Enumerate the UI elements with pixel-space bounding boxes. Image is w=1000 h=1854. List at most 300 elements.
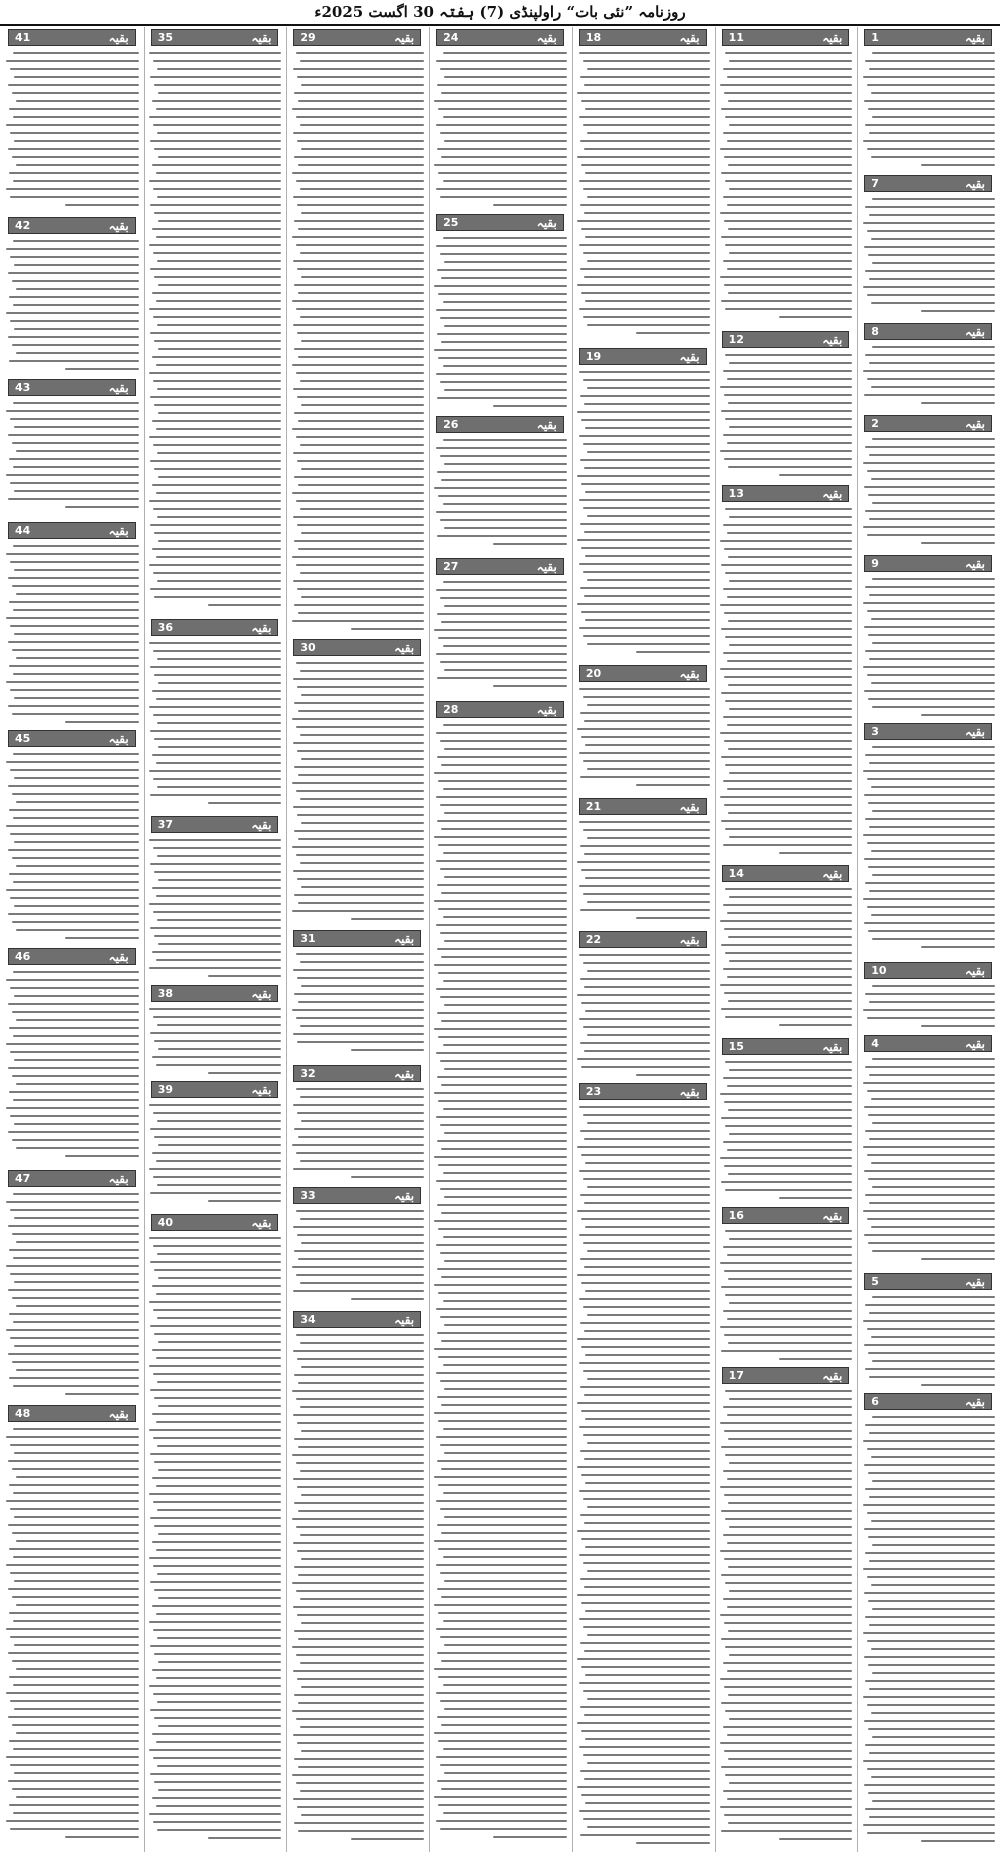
- text-line: [157, 1317, 281, 1319]
- text-line: [150, 1773, 281, 1775]
- text-line: [297, 1678, 424, 1680]
- text-line: [8, 641, 139, 643]
- text-line: [10, 1828, 138, 1830]
- text-line: [723, 68, 853, 70]
- text-line: [436, 1820, 567, 1822]
- text-line: [868, 254, 995, 256]
- text-line: [727, 1542, 853, 1544]
- text-line: [158, 1789, 281, 1791]
- text-line: [12, 1297, 139, 1299]
- text-line: [292, 236, 424, 238]
- text-line: [14, 1516, 138, 1518]
- text-line: [725, 1774, 852, 1776]
- badge-label: بقیہ: [251, 1082, 272, 1097]
- text-line: [9, 1313, 139, 1315]
- text-line: [436, 1692, 567, 1694]
- text-line: [584, 1050, 710, 1052]
- text-line: [443, 116, 567, 118]
- text-line: [292, 172, 424, 174]
- text-line: [872, 1360, 995, 1362]
- text-line: [300, 124, 424, 126]
- text-line: [152, 1349, 282, 1351]
- text-line: [300, 1218, 424, 1220]
- text-line: [14, 1644, 138, 1646]
- text-line: [158, 1661, 281, 1663]
- text-line: [152, 1152, 282, 1154]
- text-line: [725, 764, 852, 766]
- text-line: [436, 309, 567, 311]
- text-line: [12, 1075, 139, 1077]
- text-line: [297, 1614, 424, 1616]
- text-line: [728, 1000, 852, 1002]
- text-line: [300, 1662, 424, 1664]
- text-line: [434, 487, 566, 489]
- text-line: [12, 1532, 139, 1534]
- text-line: [149, 1104, 281, 1106]
- text-line: [156, 698, 282, 700]
- text-line: [581, 1282, 709, 1284]
- text-line: [721, 1702, 852, 1704]
- text-line: [156, 1549, 282, 1551]
- text-line: [149, 372, 281, 374]
- text-line: [583, 696, 710, 698]
- badge-label: بقیہ: [536, 417, 557, 432]
- text-line: [440, 804, 567, 806]
- text-line: [149, 436, 281, 438]
- text-line: [443, 1428, 567, 1430]
- text-line: [293, 1104, 424, 1106]
- text-line: [779, 1024, 853, 1026]
- text-line: [444, 1068, 567, 1070]
- text-line: [158, 412, 281, 414]
- text-line: [14, 140, 138, 142]
- text-line: [438, 1036, 566, 1038]
- text-line: [9, 1676, 139, 1678]
- badge-label: بقیہ: [251, 1215, 272, 1230]
- text-line: [871, 156, 995, 158]
- text-line: [443, 1236, 567, 1238]
- badge-label: بقیہ: [536, 559, 557, 574]
- text-line: [583, 1434, 710, 1436]
- text-line: [9, 809, 139, 811]
- text-line: [444, 1324, 567, 1326]
- text-line: [297, 878, 424, 880]
- text-line: [298, 1258, 424, 1260]
- text-line: [434, 1540, 566, 1542]
- text-line: [293, 1478, 424, 1480]
- text-line: [157, 1381, 281, 1383]
- text-line: [580, 523, 710, 525]
- text-line: [16, 1083, 139, 1085]
- text-line: [444, 1452, 567, 1454]
- text-column: [2, 27, 142, 1852]
- text-line: [153, 124, 281, 126]
- text-line: [580, 1258, 710, 1260]
- text-line: [720, 1326, 852, 1328]
- text-line: [440, 381, 567, 383]
- text-line: [6, 1756, 138, 1758]
- text-line: [150, 1581, 281, 1583]
- text-line: [580, 1322, 710, 1324]
- text-line: [16, 1732, 139, 1734]
- text-line: [434, 1156, 566, 1158]
- text-line: [10, 561, 138, 563]
- text-line: [10, 1572, 138, 1574]
- text-line: [580, 845, 710, 847]
- text-line: [16, 865, 139, 867]
- text-line: [864, 100, 995, 102]
- text-line: [872, 642, 995, 644]
- text-line: [298, 100, 424, 102]
- text-line: [6, 1436, 138, 1438]
- text-line: [728, 1438, 852, 1440]
- text-line: [293, 580, 424, 582]
- text-line: [438, 844, 566, 846]
- text-line: [8, 272, 139, 274]
- text-line: [587, 1826, 710, 1828]
- text-line: [581, 419, 709, 421]
- text-line: [725, 508, 852, 510]
- text-line: [581, 1154, 709, 1156]
- text-line: [157, 1184, 281, 1186]
- text-line: [153, 1176, 281, 1178]
- text-line: [579, 1554, 710, 1556]
- text-line: [150, 1453, 281, 1455]
- text-line: [864, 1720, 995, 1722]
- text-line: [577, 728, 709, 730]
- continuation-badge: [722, 331, 850, 348]
- text-line: [153, 1373, 281, 1375]
- text-line: [16, 288, 139, 290]
- article-text: [148, 1234, 282, 1848]
- text-line: [6, 60, 138, 62]
- article-text: [290, 1085, 424, 1183]
- text-line: [724, 92, 852, 94]
- text-line: [9, 1027, 139, 1029]
- text-line: [725, 52, 852, 54]
- text-line: [297, 268, 424, 270]
- text-line: [10, 1508, 138, 1510]
- text-line: [441, 1212, 567, 1214]
- text-line: [723, 434, 853, 436]
- text-line: [581, 1066, 709, 1068]
- text-line: [729, 896, 852, 898]
- text-line: [298, 484, 424, 486]
- text-line: [444, 812, 567, 814]
- text-line: [583, 1498, 710, 1500]
- text-line: [729, 644, 852, 646]
- text-line: [440, 1316, 567, 1318]
- text-line: [292, 300, 424, 302]
- text-line: [296, 1462, 424, 1464]
- text-line: [298, 612, 424, 614]
- text-line: [157, 722, 281, 724]
- text-line: [438, 1100, 566, 1102]
- badge-number: 17: [728, 1369, 744, 1382]
- text-line: [158, 92, 281, 94]
- badge-number: 14: [728, 867, 744, 880]
- badge-label: بقیہ: [251, 817, 272, 832]
- text-line: [150, 863, 281, 865]
- text-line: [868, 866, 995, 868]
- text-line: [577, 994, 709, 996]
- text-line: [157, 260, 281, 262]
- text-line: [297, 396, 424, 398]
- text-line: [154, 1461, 281, 1463]
- text-line: [580, 776, 710, 778]
- text-line: [443, 365, 567, 367]
- article-text: [5, 399, 139, 518]
- text-line: [871, 1712, 995, 1714]
- text-line: [867, 778, 995, 780]
- text-line: [579, 1362, 710, 1364]
- article-text: [148, 836, 282, 981]
- text-line: [727, 1254, 853, 1256]
- text-line: [871, 386, 995, 388]
- text-line: [724, 676, 852, 678]
- text-line: [301, 532, 424, 534]
- text-line: [584, 84, 710, 86]
- article-text: [719, 505, 853, 861]
- text-line: [12, 1361, 139, 1363]
- text-line: [153, 572, 281, 574]
- text-line: [157, 68, 281, 70]
- badge-number: 22: [585, 933, 602, 946]
- text-line: [863, 1824, 995, 1826]
- badge-number: 1: [871, 31, 879, 44]
- text-line: [579, 52, 710, 54]
- text-line: [871, 1648, 995, 1650]
- text-line: [872, 52, 995, 54]
- text-line: [9, 1804, 139, 1806]
- text-line: [294, 284, 424, 286]
- text-line: [441, 1532, 567, 1534]
- badge-number: 31: [300, 932, 316, 945]
- continuation-badge: [864, 555, 992, 572]
- text-line: [584, 1586, 710, 1588]
- text-line: [863, 222, 995, 224]
- continuation-badge: [293, 639, 421, 656]
- text-line: [153, 847, 281, 849]
- text-line: [153, 1821, 281, 1823]
- text-line: [584, 1650, 710, 1652]
- article-text: [433, 721, 567, 1848]
- badge-label: بقیہ: [964, 963, 985, 978]
- text-line: [437, 1460, 567, 1462]
- text-line: [865, 650, 995, 652]
- text-line: [437, 884, 567, 886]
- text-line: [12, 857, 139, 859]
- text-line: [585, 236, 709, 238]
- text-line: [583, 1690, 710, 1692]
- text-line: [636, 1074, 710, 1076]
- text-line: [293, 68, 424, 70]
- text-line: [149, 308, 281, 310]
- text-line: [580, 140, 710, 142]
- text-line: [728, 812, 852, 814]
- text-line: [727, 532, 853, 534]
- text-line: [721, 564, 852, 566]
- text-line: [150, 1261, 281, 1263]
- text-line: [493, 405, 567, 407]
- text-line: [580, 204, 710, 206]
- text-line: [154, 596, 281, 598]
- text-line: [292, 1390, 424, 1392]
- text-line: [297, 460, 424, 462]
- text-line: [440, 1380, 567, 1382]
- text-line: [871, 682, 995, 684]
- text-line: [864, 794, 995, 796]
- text-line: [583, 188, 710, 190]
- text-line: [154, 532, 281, 534]
- text-line: [444, 140, 567, 142]
- text-line: [579, 1490, 710, 1492]
- text-line: [865, 586, 995, 588]
- text-line: [729, 1238, 852, 1240]
- article-text: [290, 1207, 424, 1307]
- text-line: [863, 1009, 995, 1011]
- text-line: [16, 929, 139, 931]
- text-line: [14, 1580, 138, 1582]
- text-line: [869, 1138, 995, 1140]
- text-line: [867, 378, 995, 380]
- text-line: [292, 1266, 424, 1268]
- badge-number: 5: [871, 1275, 879, 1288]
- text-line: [441, 1276, 567, 1278]
- text-line: [292, 846, 424, 848]
- text-line: [581, 1602, 709, 1604]
- text-line: [443, 1556, 567, 1558]
- badge-label: بقیہ: [251, 620, 272, 635]
- text-line: [443, 852, 567, 854]
- text-line: [298, 1136, 424, 1138]
- text-line: [296, 790, 424, 792]
- text-line: [871, 914, 995, 916]
- text-line: [865, 993, 995, 995]
- text-line: [444, 325, 567, 327]
- text-line: [158, 943, 281, 945]
- text-line: [292, 364, 424, 366]
- text-line: [150, 1192, 281, 1194]
- text-line: [440, 868, 567, 870]
- text-line: [156, 1805, 282, 1807]
- text-line: [583, 1626, 710, 1628]
- text-line: [869, 454, 995, 456]
- badge-number: 36: [157, 621, 173, 634]
- text-line: [14, 1217, 138, 1219]
- text-line: [153, 380, 281, 382]
- text-line: [150, 204, 281, 206]
- text-line: [864, 394, 995, 396]
- text-line: [721, 1181, 852, 1183]
- text-line: [729, 1398, 852, 1400]
- text-line: [12, 156, 139, 158]
- text-line: [16, 100, 139, 102]
- text-line: [437, 148, 567, 150]
- text-column: [144, 27, 285, 1852]
- text-line: [10, 1444, 138, 1446]
- text-line: [868, 1352, 995, 1354]
- text-line: [300, 60, 424, 62]
- text-line: [580, 909, 710, 911]
- badge-label: بقیہ: [679, 30, 700, 45]
- text-line: [720, 84, 852, 86]
- text-line: [587, 68, 710, 70]
- text-line: [297, 140, 424, 142]
- text-line: [441, 341, 567, 343]
- text-line: [865, 882, 995, 884]
- text-line: [579, 821, 710, 823]
- text-line: [724, 1814, 852, 1816]
- text-line: [865, 1194, 995, 1196]
- text-line: [441, 1148, 567, 1150]
- text-line: [436, 511, 567, 513]
- text-line: [577, 220, 709, 222]
- text-line: [154, 212, 281, 214]
- text-line: [869, 658, 995, 660]
- continuation-badge: [151, 1081, 279, 1098]
- text-line: [441, 156, 567, 158]
- text-line: [434, 772, 566, 774]
- text-line: [301, 1366, 424, 1368]
- text-line: [724, 804, 852, 806]
- text-line: [301, 1120, 424, 1122]
- text-line: [294, 604, 424, 606]
- text-line: [872, 1416, 995, 1418]
- text-line: [867, 674, 995, 676]
- text-line: [301, 276, 424, 278]
- text-line: [297, 1806, 424, 1808]
- article-text: [861, 575, 995, 719]
- text-line: [297, 977, 424, 979]
- text-line: [577, 475, 709, 477]
- text-line: [583, 1306, 710, 1308]
- badge-label: بقیہ: [964, 1274, 985, 1289]
- text-line: [587, 1186, 710, 1188]
- text-line: [584, 1330, 710, 1332]
- badge-label: بقیہ: [108, 731, 129, 746]
- article-text: [576, 49, 710, 344]
- article-text: [5, 49, 139, 213]
- text-line: [585, 1354, 709, 1356]
- text-line: [8, 913, 139, 915]
- text-line: [351, 1176, 425, 1178]
- text-line: [580, 1130, 710, 1132]
- text-line: [8, 1460, 139, 1462]
- text-line: [292, 108, 424, 110]
- text-line: [868, 802, 995, 804]
- text-line: [869, 1496, 995, 1498]
- text-line: [16, 1604, 139, 1606]
- text-line: [296, 1654, 424, 1656]
- text-line: [13, 609, 139, 611]
- text-line: [8, 1225, 139, 1227]
- text-line: [10, 256, 138, 258]
- text-line: [872, 1608, 995, 1610]
- text-line: [300, 1790, 424, 1792]
- text-line: [13, 466, 139, 468]
- continuation-badge: [8, 29, 136, 46]
- text-line: [864, 486, 995, 488]
- text-line: [14, 569, 138, 571]
- text-line: [587, 1378, 710, 1380]
- text-line: [871, 238, 995, 240]
- text-line: [721, 1117, 852, 1119]
- badge-number: 46: [14, 950, 31, 963]
- text-line: [8, 1353, 139, 1355]
- text-line: [869, 1074, 995, 1076]
- text-line: [863, 666, 995, 668]
